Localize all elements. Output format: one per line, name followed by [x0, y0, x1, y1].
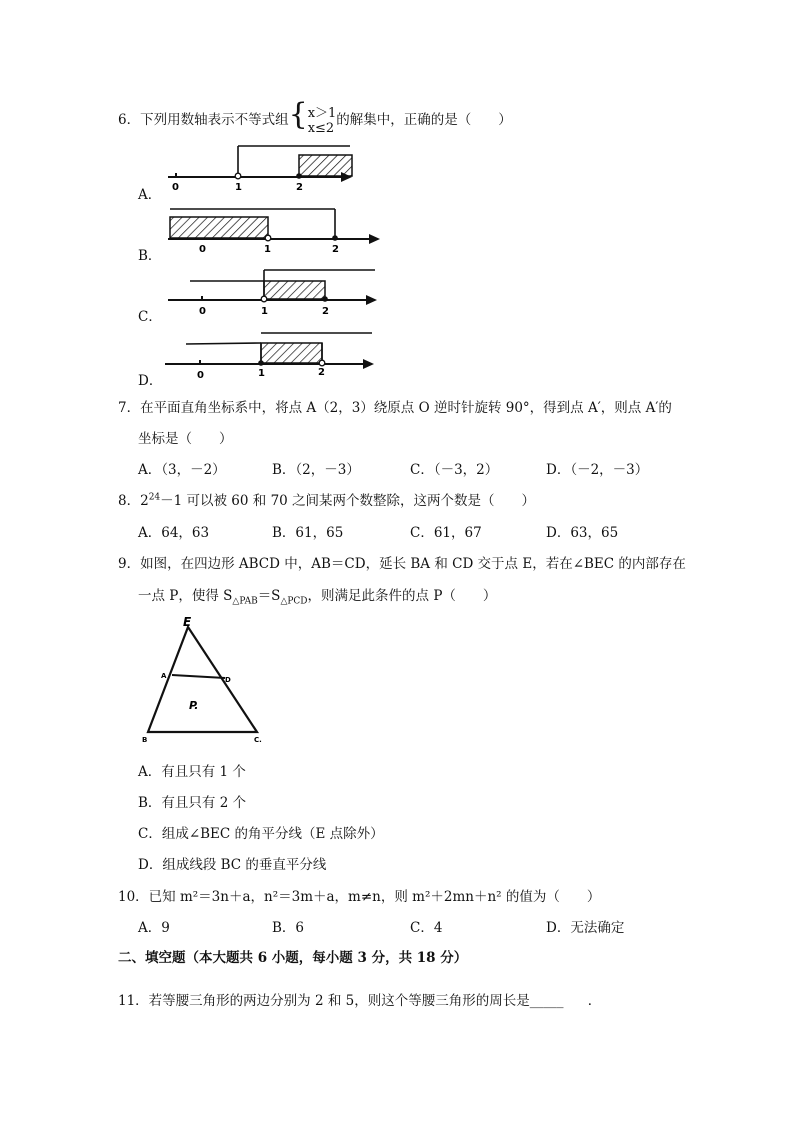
q8-option-d: D．63，65 — [546, 525, 619, 541]
label-d: D — [225, 676, 231, 684]
q8-exponent: 24 — [148, 492, 161, 503]
label-e: E — [183, 615, 192, 629]
q8-base: 2 — [140, 493, 149, 509]
q10-stem: 10．已知 m²＝3n＋a，n²＝3m＋a，m≠n，则 m²＋2mn＋n² 的值为（ ） — [118, 889, 601, 905]
axis-label-0: 0 — [172, 182, 179, 193]
q11-answer-blank[interactable]: _____ — [529, 993, 564, 1009]
axis-label-2: 2 — [318, 367, 325, 378]
q7-line-1: 7．在平面直角坐标系中，将点 A（2，3）绕原点 O 逆时针旋转 90°，得到点 A′，则点 A′的 — [118, 400, 672, 416]
axis-label-1: 1 — [235, 182, 242, 193]
q8-text: －1 可以被 60 和 70 之间某两个数整除，这两个数是（ ） — [160, 493, 536, 509]
q9-option-c: C．组成∠BEC 的角平分线（E 点除外） — [138, 826, 384, 842]
q9-sub-1: △PAB — [232, 596, 258, 607]
q10-option-b: B．6 — [272, 920, 305, 936]
q10-option-c: C．4 — [410, 920, 443, 936]
label-a: A — [161, 672, 167, 680]
q9-option-d: D．组成线段 BC 的垂直平分线 — [138, 857, 327, 873]
q10-option-a: A．9 — [138, 920, 170, 936]
label-c: C. — [254, 736, 262, 744]
label-p: P. — [189, 699, 199, 712]
axis-label-0: 0 — [199, 306, 206, 317]
q9-sub-2: △PCD — [280, 596, 308, 607]
q9-line-1: 9．如图，在四边形 ABCD 中，AB＝CD，延长 BA 和 CD 交于点 E，若在∠BEC 的内部存在 — [118, 556, 686, 572]
q8-option-c: C．61，67 — [410, 525, 482, 541]
q7-option-a: A．（3，－2） — [138, 462, 226, 478]
q6-number-lines — [0, 0, 794, 400]
q9-line-2: 一点 P，使得 $S_{\triangle PAB}=S_{\triangle PCD}$，则满足此条件的点 P（ ） — [138, 588, 497, 607]
axis-label-2: 2 — [296, 182, 303, 193]
q8-option-b: B．61，65 — [272, 525, 344, 541]
q10-option-d: D．无法确定 — [546, 920, 625, 936]
number-line-c — [168, 270, 377, 317]
q7-option-b: B．（2，－3） — [272, 462, 360, 478]
q6-option-a-label: A． — [138, 187, 162, 203]
q6-number: 6． — [118, 112, 141, 128]
q9-option-b: B．有且只有 2 个 — [138, 795, 247, 811]
number-line-d — [165, 333, 374, 381]
q7-option-d: D．（－2，－3） — [546, 462, 649, 478]
axis-label-0: 0 — [199, 244, 206, 255]
q7-line-2: 坐标是（ ） — [138, 431, 233, 447]
q6-option-b-label: B． — [138, 248, 162, 264]
number-line-a — [168, 146, 352, 193]
axis-label-1: 1 — [264, 244, 271, 255]
axis-label-2: 2 — [322, 306, 329, 317]
system-brace: { — [288, 97, 308, 132]
q9-option-a: A．有且只有 1 个 — [138, 764, 246, 780]
q11-stem: 11．若等腰三角形的两边分别为 2 和 5，则这个等腰三角形的周长是_____ ． — [118, 993, 602, 1009]
axis-label-2: 2 — [332, 244, 339, 255]
q6-text-after: 的解集中，正确的是（ ） — [336, 112, 512, 128]
number-line-b — [168, 209, 380, 255]
inequality-2: x≤2 — [307, 120, 335, 136]
q6-option-c-label: C． — [138, 309, 162, 325]
label-b: B — [142, 736, 148, 744]
q8-stem: 8．$2^{24}-1$ 可以被 60 和 70 之间某两个数整除，这两个数是（ ） — [118, 492, 536, 509]
axis-label-1: 1 — [261, 306, 268, 317]
segment-ad — [172, 675, 225, 678]
axis-label-0: 0 — [197, 370, 204, 381]
q7-option-c: C．（－3，2） — [410, 462, 499, 478]
q9-quadrilateral-figure — [130, 610, 280, 745]
q6-text-before: 下列用数轴表示不等式组 — [140, 112, 289, 128]
q8-option-a: A．64，63 — [138, 525, 210, 541]
section-2-title: 二、填空题（本大题共 6 小题，每小题 3 分，共 18 分） — [118, 950, 468, 966]
axis-label-1: 1 — [258, 368, 265, 379]
q6-option-d-label: D． — [138, 373, 163, 389]
inequality-1: x＞1 — [307, 105, 337, 121]
